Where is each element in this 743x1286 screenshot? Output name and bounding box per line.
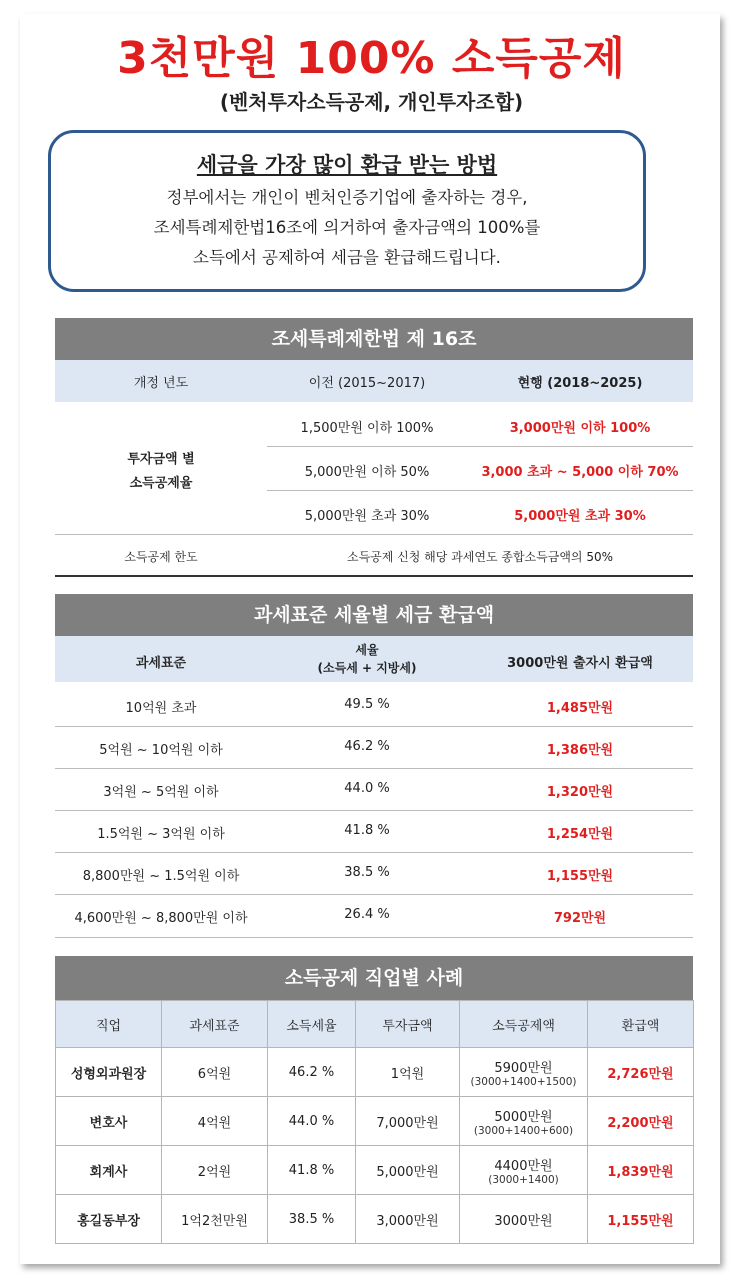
law-row-label-line: 투자금액 별: [127, 452, 195, 467]
refund-base-cell: 8,800만원 ~ 1.5억원 이하: [82, 869, 240, 884]
case-deduct: [460, 1146, 588, 1195]
refund-amount-cell: 1,155만원: [546, 869, 614, 884]
case-rate: 44.0 %: [268, 1097, 356, 1146]
case-invest: 7,000만원: [356, 1097, 460, 1146]
intro-line: 소득에서 공제하여 세금을 환급해드립니다.: [193, 248, 501, 267]
refund-amount-cell: 1,254만원: [546, 827, 614, 842]
law-limit-value: 소득공제 신청 해당 과세연도 종합소득금액의 50%: [347, 550, 613, 564]
row-divider: [55, 852, 693, 853]
case-base: 1억2천만원: [162, 1195, 268, 1244]
case-refund: 1,155만원: [588, 1195, 694, 1244]
refund-rate-cell: 49.5 %: [344, 697, 390, 712]
refund-base-cell: 3억원 ~ 5억원 이하: [103, 785, 219, 800]
section-rule: [55, 575, 693, 577]
case-rate: 46.2 %: [268, 1048, 356, 1097]
case-invest: 5,000만원: [356, 1146, 460, 1195]
law-title-band: 조세특례제한법 제 16조: [55, 318, 693, 360]
refund-rate-cell: 26.4 %: [344, 907, 390, 922]
refund-base-cell: 5억원 ~ 10억원 이하: [99, 743, 223, 758]
refund-col-rate-line: (소득세 + 지방세): [317, 661, 417, 675]
case-base: 2억원: [162, 1146, 268, 1195]
cases-header-cell: 소득공제액: [460, 1001, 588, 1048]
case-refund: 2,200만원: [588, 1097, 694, 1146]
case-deduct-detail: (3000+1400+600): [473, 1124, 574, 1137]
refund-col-rate: [267, 641, 467, 677]
case-rate: 38.5 %: [268, 1195, 356, 1244]
refund-base-cell: 4,600만원 ~ 8,800만원 이하: [74, 911, 248, 926]
cases-header-cell: 직업: [56, 1001, 162, 1048]
case-job: 회계사: [56, 1146, 162, 1195]
intro-line: 정부에서는 개인이 벤처인증기업에 출자하는 경우,: [166, 188, 528, 207]
case-refund: 1,839만원: [588, 1146, 694, 1195]
case-job: 홍길동부장: [56, 1195, 162, 1244]
law-curr-cell: 3,000만원 이하 100%: [509, 421, 651, 436]
cases-header-cell: 투자금액: [356, 1001, 460, 1048]
case-base: 6억원: [162, 1048, 268, 1097]
refund-col-base: 과세표준: [135, 656, 187, 671]
law-prev-cell: 5,000만원 이하 50%: [304, 465, 430, 480]
case-deduct-detail: (3000+1400): [488, 1173, 559, 1186]
cases-header-cell: 소득세율: [268, 1001, 356, 1048]
case-job: 변호사: [56, 1097, 162, 1146]
law-curr-cell: 5,000만원 초과 30%: [514, 509, 646, 524]
table-row: [56, 1146, 694, 1195]
cases-table: [55, 1000, 694, 1244]
row-divider: [55, 534, 693, 535]
law-row-label-line: 소득공제율: [129, 476, 193, 491]
intro-line: 조세특례제한법16조에 의거하여 출자금액의 100%를: [153, 218, 541, 237]
row-divider: [267, 490, 693, 491]
cases-header-cell: 환급액: [588, 1001, 694, 1048]
refund-col-refund: 3000만원 출자시 환급액: [507, 656, 653, 671]
refund-col-rate-line: 세율: [355, 643, 379, 657]
case-deduct-value: 5900만원: [494, 1060, 553, 1076]
cases-title-band: 소득공제 직업별 사례: [55, 956, 693, 1000]
law-limit-label: 소득공제 한도: [124, 550, 198, 564]
case-job: 성형외과원장: [56, 1048, 162, 1097]
cases-header-row: [56, 1001, 694, 1048]
refund-amount-cell: 1,320만원: [546, 785, 614, 800]
row-divider: [55, 894, 693, 895]
table-row: [56, 1097, 694, 1146]
case-base: 4억원: [162, 1097, 268, 1146]
case-deduct: [460, 1195, 588, 1244]
law-row-label: [55, 448, 267, 496]
page-title: 3천만원 100% 소득공제: [117, 33, 626, 84]
refund-amount-cell: 1,386만원: [546, 743, 614, 758]
row-divider: [55, 726, 693, 727]
law-curr-cell: 3,000 초과 ~ 5,000 이하 70%: [481, 465, 679, 480]
refund-rate-cell: 46.2 %: [344, 739, 390, 754]
refund-amount-cell: 1,485만원: [546, 701, 614, 716]
case-deduct-value: 3000만원: [494, 1213, 553, 1229]
law-prev-cell: 1,500만원 이하 100%: [300, 421, 434, 436]
intro-heading: 세금을 가장 많이 환급 받는 방법: [196, 153, 498, 177]
law-col-prev: 이전 (2015~2017): [308, 376, 426, 391]
refund-rate-cell: 44.0 %: [344, 781, 390, 796]
case-rate: 41.8 %: [268, 1146, 356, 1195]
cases-header-cell: 과세표준: [162, 1001, 268, 1048]
row-divider: [55, 768, 693, 769]
refund-base-cell: 1.5억원 ~ 3억원 이하: [97, 827, 225, 842]
law-col-curr: 현행 (2018~2025): [517, 376, 643, 391]
refund-amount-cell: 792만원: [553, 911, 607, 926]
case-refund: 2,726만원: [588, 1048, 694, 1097]
refund-base-cell: 10억원 초과: [125, 701, 197, 716]
case-deduct: [460, 1048, 588, 1097]
refund-rate-cell: 41.8 %: [344, 823, 390, 838]
case-invest: 3,000만원: [356, 1195, 460, 1244]
refund-title-band: 과세표준 세율별 세금 환급액: [55, 594, 693, 636]
law-prev-cell: 5,000만원 초과 30%: [304, 509, 430, 524]
case-invest: 1억원: [356, 1048, 460, 1097]
row-divider: [55, 937, 693, 938]
case-deduct-detail: (3000+1400+1500): [470, 1075, 577, 1088]
table-row: [56, 1195, 694, 1244]
row-divider: [55, 810, 693, 811]
case-deduct-value: 4400만원: [494, 1158, 553, 1174]
case-deduct-value: 5000만원: [494, 1109, 553, 1125]
page-subtitle: (벤처투자소득공제, 개인투자조합): [219, 90, 524, 114]
intro-box: [48, 130, 646, 292]
table-row: [56, 1048, 694, 1097]
law-col-year: 개정 년도: [133, 376, 189, 391]
case-deduct: [460, 1097, 588, 1146]
intro-text: [51, 183, 643, 273]
row-divider: [267, 446, 693, 447]
refund-rate-cell: 38.5 %: [344, 865, 390, 880]
